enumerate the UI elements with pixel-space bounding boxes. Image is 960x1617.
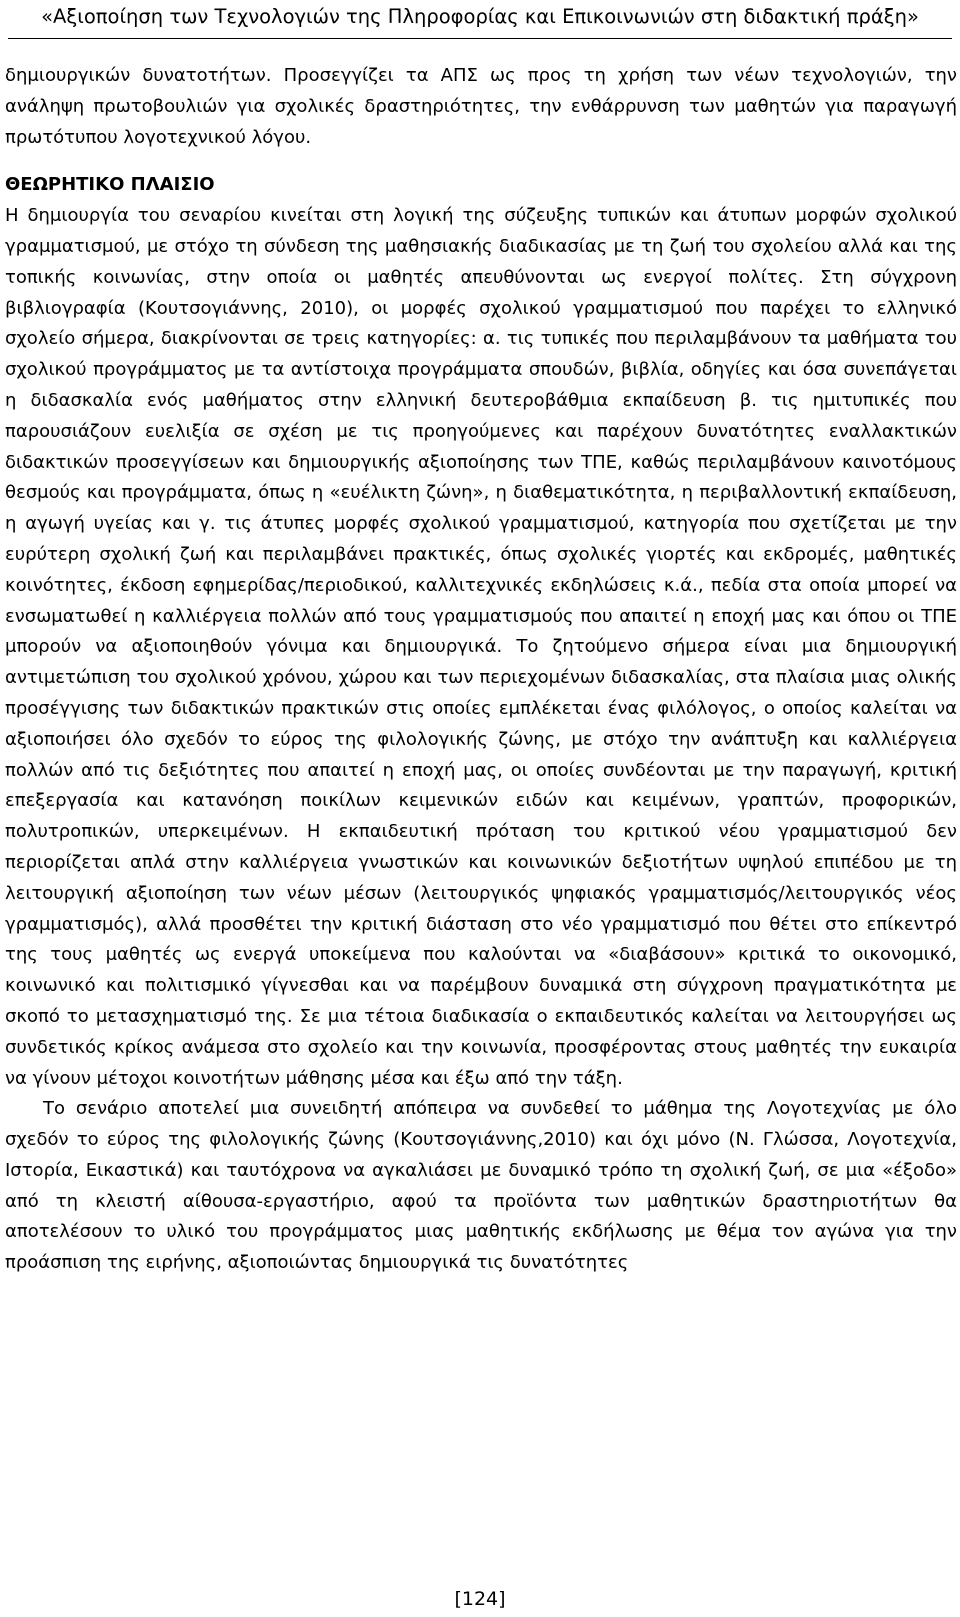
- body-paragraph-1: Η δημιουργία του σεναρίου κινείται στη λογική της σύζευξης τυπικών και άτυπων μορφών σχολικού γραμματισμού, με στόχο τη σύνδεση της μαθησιακής διαδικασίας με τη ζωή του σχολείου αλλά και της τοπικής κοινωνίας, στην οποία οι μαθητές απευθύνονται ως ενεργοί πολίτες. Στη σύγχρονη βιβλιογραφία (Κουτσογιάννης, 2010), οι μορφές σχολικού γραμματισμού που παρέχει το ελληνικό σχολείο σήμερα, διακρίνονται σε τρεις κατηγορίες: α. τις τυπικές που περιλαμβάνουν τα μαθήματα του σχολικού προγράμματος με τα αντίστοιχα προγράμματα σπουδών, βιβλία, οδηγίες και όσα συνεπάγεται η διδασκαλία ενός μαθήματος στην ελληνική δευτεροβάθμια εκπαίδευση β. τις ημιτυπικές που παρουσιάζουν ευελιξία σε σχέση με τις προηγούμενες και παρέχουν δυνατότητες εναλλακτικών διδακτικών προσεγγίσεων και δημιουργικής αξιοποίησης των ΤΠΕ, καθώς περιλαμβάνουν καινοτόμους θεσμούς και προγράμματα, όπως η «ευέλικτη ζώνη», η διαθεματικότητα, η περιβαλλοντική εκπαίδευση, η αγωγή υγείας και γ. τις άτυπες μορφές σχολικού γραμματισμού, κατηγορία που σχετίζεται με την ευρύτερη σχολική ζωή και περιλαμβάνει πρακτικές, όπως σχολικές γιορτές και εκδρομές, μαθητικές κοινότητες, έκδοση εφημερίδας/περιοδικού, καλλιτεχνικές εκδηλώσεις κ.ά., πεδία στα οποία μπορεί να ενσωματωθεί η καλλιέργεια πολλών από τους γραμματισμούς που απαιτεί η εποχή μας και όπου οι ΤΠΕ μπορούν να αξιοποιηθούν γόνιμα και δημιουργικά. Το ζητούμενο σήμερα είναι μια δημιουργική αντιμετώπιση του σχολικού χρόνου, χώρου και των περιεχομένων διδασκαλίας, στα πλαίσια μιας ολικής προσέγγισης των διδακτικών πρακτικών στις οποίες εμπλέκεται ένας φιλόλογος, ο οποίος καλείται να αξιοποιήσει όλο σχεδόν το εύρος της φιλολογικής ζώνης, με στόχο την ανάπτυξη και καλλιέργεια πολλών από τις δεξιότητες που απαιτεί η εποχή μας, οι οποίες συνδέονται με την παραγωγή, κριτική επεξεργασία και κατανόηση ποικίλων κειμενικών ειδών και κειμένων, γραπτών, προφορικών, πολυτροπικών, υπερκειμένων. Η εκπαιδευτική πρόταση του κριτικού νέου γραμματισμού δεν περιορίζεται απλά στην καλλιέργεια γνωστικών και κοινωνικών δεξιοτήτων υψηλού επιπέδου με τη λειτουργική αξιοποίηση των νέων μέσων (λειτουργικός ψηφιακός γραμματισμός/λειτουργικός νέος γραμματισμός), αλλά προσθέτει την κριτική διάσταση στο νέο γραμματισμό που θέτει στο επίκεντρό της τους μαθητές ως ενεργά υποκείμενα που καλούνται να «διαβάσουν» κριτικά το οικονομικό, κοινωνικό και πολιτισμικό γίγνεσθαι και να παρέμβουν δυναμικά στη σύγχρονη πραγματικότητα με σκοπό το μετασχηματισμό της. Σε μια τέτοια διαδικασία ο εκπαιδευτικός καλείται να λειτουργήσει ως συνδετικός κρίκος ανάμεσα στο σχολείο και την κοινωνία, προσφέροντας στους μαθητές την ευκαιρία να γίνουν μέτοχοι κοινοτήτων μάθησης μέσα και έξω από την τάξη.: [5, 205, 957, 1089]
- body-paragraph-2: Το σενάριο αποτελεί μια συνειδητή απόπειρα να συνδεθεί το μάθημα της Λογοτεχνίας με όλο σχεδόν το εύρος της φιλολογικής ζώνης (Κουτσογιάννης,2010) και όχι μόνο (Ν. Γλώσσα, Λογοτεχνία, Ιστορία, Εικαστικά) και ταυτόχρονα να αγκαλιάσει με δυναμικό τρόπο τη σχολική ζωή, σε μια «έξοδο» από τη κλειστή αίθουσα-εργαστήριο, αφού τα προϊόντα των μαθητικών δραστηριοτήτων θα αποτελέσουν το υλικό του προγράμματος μιας μαθητικής εκδήλωσης με θέμα τον αγώνα για την προάσπιση της ειρήνης, αξιοποιώντας δημιουργικά τις δυνατότητες: [5, 1098, 957, 1274]
- intro-paragraph: δημιουργικών δυνατοτήτων. Προσεγγίζει τα ΑΠΣ ως προς τη χρήση των νέων τεχνολογιών, την ανάληψη πρωτοβουλιών για σχολικές δραστηριότητες, την ενθάρρυνση των μαθητών για παραγωγή πρωτότυπου λογοτεχνικού λόγου.: [5, 65, 957, 148]
- document-body: [5, 61, 957, 1279]
- running-header: «Αξιοποίηση των Τεχνολογιών της Πληροφορίας και Επικοινωνιών στη διδακτική πράξη»: [41, 5, 919, 28]
- header-rule: [8, 38, 952, 39]
- page-number: [124]: [454, 1588, 506, 1610]
- section-heading: ΘΕΩΡΗΤΙΚΟ ΠΛΑΙΣΙΟ: [5, 174, 215, 196]
